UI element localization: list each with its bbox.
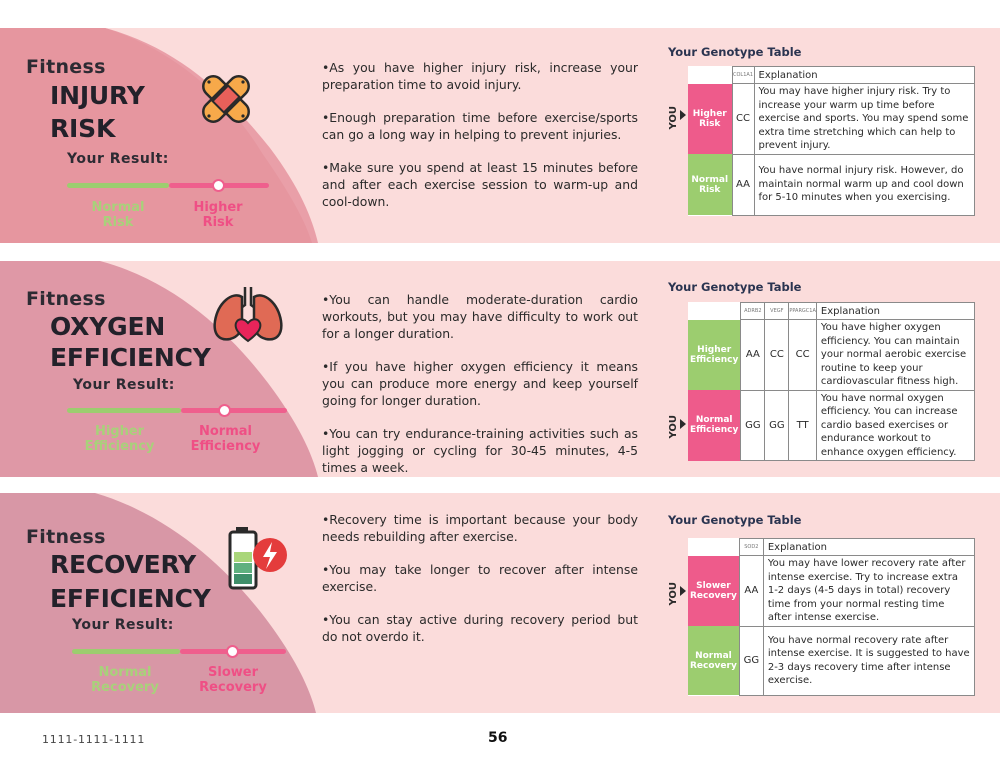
table-header: COL1A1	[732, 67, 754, 84]
table-header: PPARGC1A	[789, 303, 817, 320]
your-result-label: Your Result:	[72, 617, 174, 633]
section-title-line2: EFFICIENCY	[50, 584, 211, 613]
genotype-code: AA	[741, 320, 765, 391]
your-result-label: Your Result:	[73, 377, 175, 393]
table-header: Explanation	[816, 303, 974, 320]
section-title-line1: RECOVERY	[50, 550, 197, 579]
table-row	[688, 390, 975, 461]
genotype-explanation: You have normal oxygen efficiency. You can increase cardio based exercises or endurance workout to enhance oxygen efficiency.	[816, 390, 974, 461]
advice-item: •Recovery time is important because your body needs rebuilding after exercise.	[322, 512, 638, 544]
result-label-slower: Slower Recovery	[199, 665, 267, 695]
genotype-category: Higher Risk	[688, 84, 732, 155]
section-title-line2: EFFICIENCY	[50, 343, 211, 372]
genotype-category: Normal Efficiency	[688, 390, 741, 461]
table-row	[688, 154, 975, 215]
you-indicator: YOU	[668, 582, 679, 606]
table-header: ADRB2	[741, 303, 765, 320]
result-panel	[0, 28, 318, 243]
genotype-table	[688, 302, 975, 461]
genotype-code: CC	[732, 84, 754, 155]
you-arrow-icon	[680, 110, 686, 120]
advice-item: •Enough preparation time before exercise/sports can go a long way in helping to prevent injuries.	[322, 110, 638, 142]
result-marker	[226, 645, 239, 658]
result-panel	[0, 493, 318, 713]
section-title-line1: OXYGEN	[50, 312, 166, 341]
genotype-explanation: You have higher oxygen efficiency. You can maintain your normal aerobic exercise routine to keep your cardiovascular fitness high.	[816, 320, 974, 391]
result-label-normal: Normal Recovery	[91, 665, 159, 695]
table-header: Explanation	[763, 539, 974, 556]
result-bar-higher	[67, 408, 181, 413]
table-row	[688, 84, 975, 155]
genotype-explanation: You may have lower recovery rate after intense exercise. Try to increase extra 1-2 days (4-5 days in total) recovery time from your normal resting time after intense exercise.	[763, 556, 974, 627]
genotype-table	[688, 538, 975, 696]
table-row	[688, 320, 975, 391]
category-label: Fitness	[26, 526, 106, 548]
result-marker	[212, 179, 225, 192]
advice-list	[322, 511, 638, 661]
genotype-table-title: Your Genotype Table	[668, 513, 802, 527]
table-header: Explanation	[754, 67, 975, 84]
genotype-code: AA	[732, 154, 754, 215]
section-oxygen-efficiency	[0, 261, 1000, 477]
battery-bolt-icon	[226, 526, 290, 594]
you-indicator: YOU	[668, 415, 679, 439]
result-bar-normal	[181, 408, 287, 413]
category-label: Fitness	[26, 56, 106, 78]
page-number: 56	[488, 730, 508, 746]
you-arrow-icon	[680, 586, 686, 596]
genotype-category: Normal Recovery	[688, 626, 739, 695]
you-arrow-icon	[680, 419, 686, 429]
advice-item: •As you have higher injury risk, increase your preparation time to avoid injury.	[322, 60, 638, 92]
advice-item: •Make sure you spend at least 15 minutes before and after each exercise session to warm-up and cool-down.	[322, 160, 638, 209]
genotype-explanation: You may have higher injury risk. Try to increase your warm up time before exercise and sports. You may spend some extra time stretching which can help to prevent injury.	[754, 84, 975, 155]
table-row	[688, 556, 975, 627]
genotype-category: Normal Risk	[688, 154, 732, 215]
genotype-code: AA	[739, 556, 763, 627]
advice-list	[322, 59, 638, 226]
section-injury-risk	[0, 28, 1000, 243]
result-label-higher: Higher Risk	[193, 200, 243, 230]
advice-list	[322, 291, 638, 477]
lungs-heart-icon	[212, 283, 284, 349]
your-result-label: Your Result:	[67, 151, 169, 167]
advice-item: •You may take longer to recover after intense exercise.	[322, 562, 638, 594]
section-title-line1: INJURY	[50, 81, 145, 110]
section-title-line2: RISK	[50, 114, 116, 143]
genotype-code: CC	[789, 320, 817, 391]
advice-item: •You can handle moderate-duration cardio workouts, but you may have difficulty to work out for a longer duration.	[322, 292, 638, 341]
result-label-normal: Normal Efficiency	[190, 424, 261, 454]
result-bar-normal	[67, 183, 169, 188]
genotype-code: GG	[741, 390, 765, 461]
genotype-code: GG	[765, 390, 789, 461]
result-marker	[218, 404, 231, 417]
bandage-x-icon	[195, 68, 257, 134]
table-row	[688, 626, 975, 695]
genotype-table-title: Your Genotype Table	[668, 280, 802, 294]
table-header: SOD2	[739, 539, 763, 556]
genotype-table	[688, 66, 975, 216]
result-label-normal: Normal Risk	[91, 200, 145, 230]
genotype-code: GG	[739, 626, 763, 695]
advice-item: •You can stay active during recovery period but do not overdo it.	[322, 612, 638, 644]
you-indicator: YOU	[668, 106, 679, 130]
category-label: Fitness	[26, 288, 106, 310]
advice-item: •If you have higher oxygen efficiency it means you can produce more energy and keep yourself going for longer duration.	[322, 359, 638, 408]
genotype-table-title: Your Genotype Table	[668, 45, 802, 59]
report-id: 1111-1111-1111	[42, 733, 146, 746]
genotype-code: CC	[765, 320, 789, 391]
result-label-higher: Higher Efficiency	[84, 424, 155, 454]
section-recovery-efficiency	[0, 493, 1000, 713]
genotype-explanation: You have normal injury risk. However, do maintain normal warm up and cool down for 5-10 minutes when you exercising.	[754, 154, 975, 215]
genotype-explanation: You have normal recovery rate after intense exercise. It is suggested to have 2-3 days recovery time after intense exercise.	[763, 626, 974, 695]
genotype-category: Slower Recovery	[688, 556, 739, 627]
advice-item: •You can try endurance-training activities such as light jogging or cycling for 30-45 minutes, 4-5 times a week.	[322, 426, 638, 475]
table-header: VEGF	[765, 303, 789, 320]
result-panel	[0, 261, 318, 477]
genotype-code: TT	[789, 390, 817, 461]
result-bar-normal	[72, 649, 180, 654]
genotype-category: Higher Efficiency	[688, 320, 741, 391]
